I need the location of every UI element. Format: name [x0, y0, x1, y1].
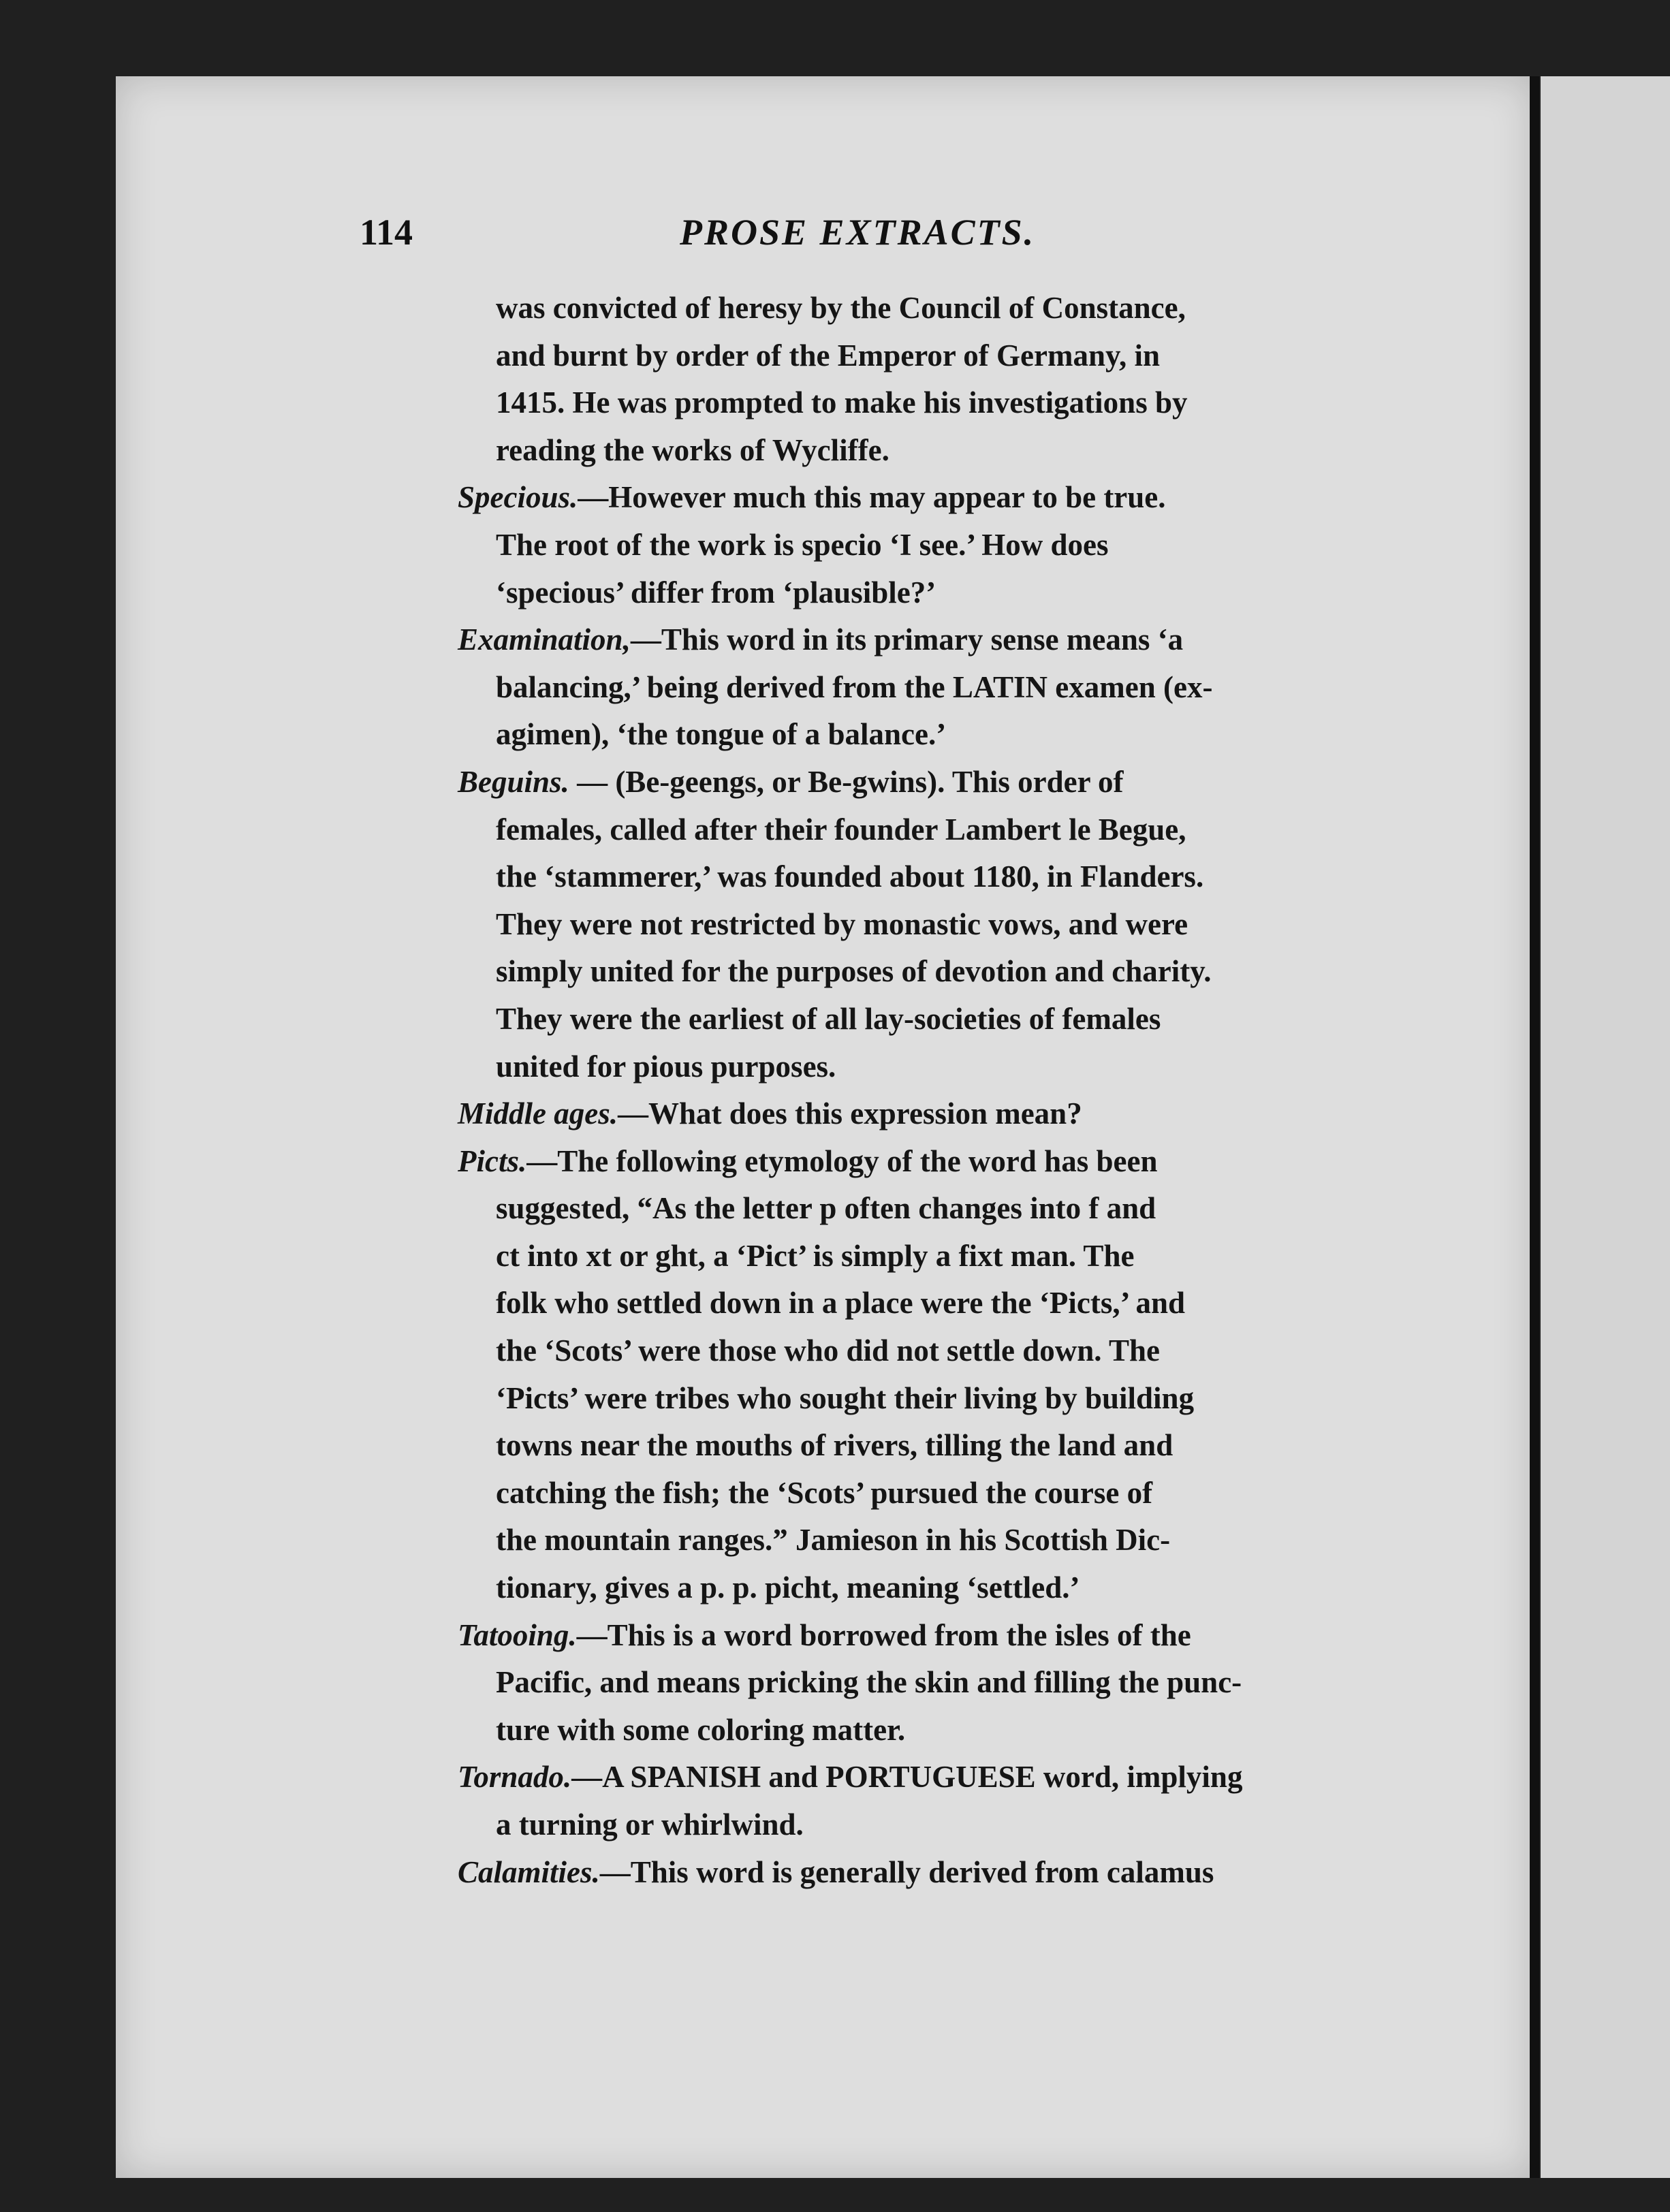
text-line: The root of the work is specio ‘I see.’ How does: [496, 527, 1109, 562]
entry-text: —What does this expression mean?: [617, 1096, 1082, 1131]
text-line: ‘specious’ differ from ‘plausible?’: [496, 575, 936, 610]
glossary-entry-tatooing: [458, 1612, 1425, 1754]
text-line: tionary, gives a p. p. picht, meaning ‘settled.’: [496, 1570, 1080, 1605]
entry-term: Middle ages.: [458, 1096, 618, 1131]
text-line: ture with some coloring matter.: [496, 1712, 906, 1747]
entry-term: Tornado.: [458, 1760, 572, 1795]
entry-text: — (Be-geengs, or Be-gwins). This order of: [569, 764, 1124, 799]
glossary-entry-middle-ages: [458, 1090, 1425, 1138]
glossary-entry-calamities: [458, 1849, 1425, 1897]
entry-first-line: [458, 1612, 1425, 1660]
glossary-entry-tornado: [458, 1754, 1425, 1848]
entry-term: Calamities.: [458, 1854, 600, 1889]
text-line: They were the earliest of all lay-societies of females: [496, 1001, 1161, 1036]
text-line: the ‘Scots’ were those who did not settle down. The: [496, 1333, 1160, 1368]
facing-page-edge: [1541, 76, 1670, 2178]
entry-first-line: [458, 1090, 1425, 1138]
entry-text: —However much this may appear to be true.: [578, 480, 1166, 515]
entry-text: —This word in its primary sense means ‘a: [630, 622, 1184, 657]
text-line: 1415. He was prompted to make his investigations by: [496, 385, 1188, 420]
entry-term: Picts.: [458, 1143, 527, 1178]
entry-term: Tatooing.: [458, 1617, 577, 1652]
page-gutter: [1530, 76, 1539, 2178]
text-line: balancing,’ being derived from the LATIN examen (ex-: [496, 669, 1213, 704]
text-line: catching the fish; the ‘Scots’ pursued the course of: [496, 1475, 1153, 1510]
text-line: reading the works of Wycliffe.: [496, 432, 889, 467]
page-number: 114: [360, 212, 413, 253]
glossary-entry-specious: [458, 474, 1425, 616]
entry-first-line: [458, 1754, 1425, 1801]
running-head: PROSE EXTRACTS.: [680, 212, 1036, 253]
text-line: ct into xt or ght, a ‘Pict’ is simply a fixt man. The: [496, 1238, 1135, 1273]
glossary-entry-picts: [458, 1138, 1425, 1612]
text-line: the ‘stammerer,’ was founded about 1180, in Flanders.: [496, 859, 1204, 894]
text-line: folk who settled down in a place were the ‘Picts,’ and: [496, 1286, 1186, 1321]
glossary-entry-examination: [458, 616, 1425, 759]
text-line: They were not restricted by monastic vows, and were: [496, 906, 1188, 941]
entry-first-line: [458, 474, 1425, 522]
text-line: agimen), ‘the tongue of a balance.’: [496, 717, 947, 752]
text-line: Pacific, and means pricking the skin and filling the punc-: [496, 1665, 1242, 1700]
entry-first-line: [458, 759, 1425, 806]
entry-first-line: [458, 616, 1425, 664]
entry-text: —A SPANISH and PORTUGUESE word, implying: [571, 1760, 1243, 1795]
text-line: was convicted of heresy by the Council of Constance,: [496, 291, 1186, 325]
text-line: a turning or whirlwind.: [496, 1807, 804, 1842]
text-line: females, called after their founder Lambert le Begue,: [496, 812, 1186, 847]
text-line: and burnt by order of the Emperor of Germany, in: [496, 338, 1161, 373]
text-line: towns near the mouths of rivers, tilling the land and: [496, 1428, 1173, 1463]
entry-first-line: [458, 1138, 1425, 1186]
entry-first-line: [458, 1849, 1425, 1897]
entry-text: —This word is generally derived from calamus: [599, 1854, 1214, 1889]
page-body: [458, 285, 1425, 1896]
entry-term: Examination,: [458, 622, 631, 657]
text-line: suggested, “As the letter p often changes into f and: [496, 1191, 1156, 1226]
text-line: ‘Picts’ were tribes who sought their living by building: [496, 1380, 1195, 1415]
text-line: the mountain ranges.” Jamieson in his Scottish Dic-: [496, 1523, 1171, 1558]
entry-text: —This is a word borrowed from the isles of the: [576, 1617, 1191, 1652]
entry-term: Specious.: [458, 480, 578, 515]
continued-paragraph: [458, 285, 1425, 474]
entry-term: Beguins.: [458, 764, 569, 799]
glossary-entry-beguins: [458, 759, 1425, 1090]
text-line: simply united for the purposes of devotion and charity.: [496, 954, 1212, 989]
page-header: [360, 211, 1422, 259]
text-line: united for pious purposes.: [496, 1049, 836, 1084]
entry-text: —The following etymology of the word has been: [526, 1143, 1158, 1178]
